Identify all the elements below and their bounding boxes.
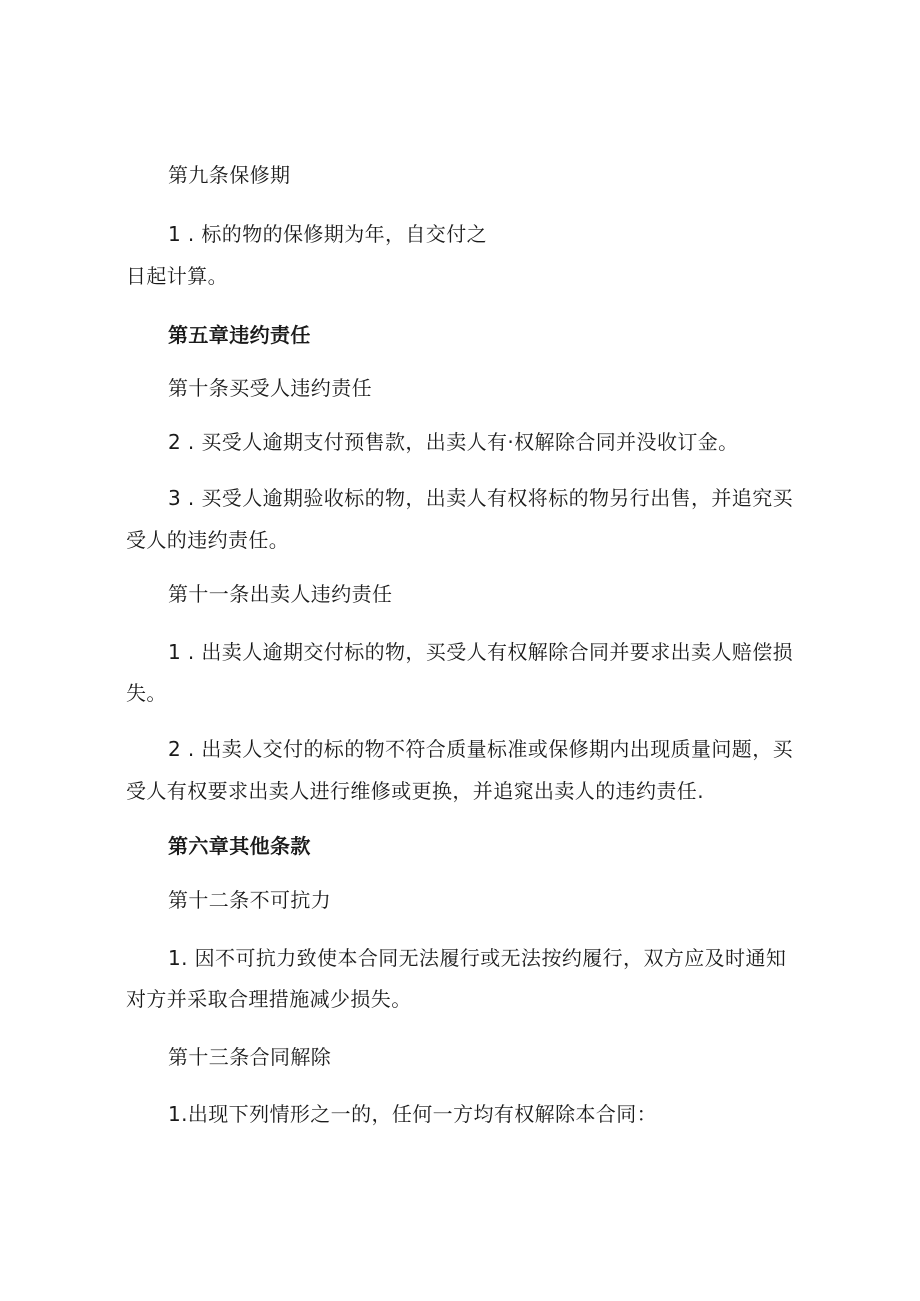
article-13-title: 第十三条合同解除 bbox=[168, 1045, 332, 1069]
article-11-item-1-line-2: 失。 bbox=[126, 681, 167, 705]
article-12-item-1-line-2: 对方并采取合理措施减少损失。 bbox=[126, 987, 412, 1011]
article-13-item-1: 1.出现下列情形之一的，任何一方均有权解除本合同： bbox=[168, 1102, 658, 1126]
article-10-title: 第十条买受人违约责任 bbox=[168, 376, 372, 400]
chapter-5-heading: 第五章违约责任 bbox=[168, 323, 311, 347]
chapter-6-heading: 第六章其他条款 bbox=[168, 834, 311, 858]
article-9-item-1-line-1: 1 . 标的物的保修期为年，自交付之 bbox=[168, 222, 487, 246]
article-9-title: 第九条保修期 bbox=[168, 163, 291, 187]
article-11-title: 第十一条出卖人违约责任 bbox=[168, 582, 393, 606]
article-12-title: 第十二条不可抗力 bbox=[168, 888, 332, 912]
article-11-item-2-line-2: 受人有权要求出卖人进行维修或更换，并追窕出卖人的违约责任. bbox=[126, 779, 704, 803]
article-10-item-3-line-2: 受人的违约责任。 bbox=[126, 528, 290, 552]
article-10-item-3-line-1: 3 . 买受人逾期验收标的物，出卖人有权将标的物另行出售，并追究买 bbox=[168, 486, 793, 510]
article-11-item-1-line-1: 1 . 出卖人逾期交付标的物，买受人有权解除合同并要求出卖人赔偿损 bbox=[168, 640, 793, 664]
article-10-item-2: 2 . 买受人逾期支付预售款，出卖人有·权解除合同并没收订金。 bbox=[168, 430, 739, 454]
article-11-item-2-line-1: 2 . 出卖人交付的标的物不符合质量标准或保修期内出现质量问题，买 bbox=[168, 737, 793, 761]
article-12-item-1-line-1: 1. 因不可抗力致使本合同无法履行或无法按约履行，双方应及时通知 bbox=[168, 946, 787, 970]
article-9-item-1-line-2: 日起计算。 bbox=[126, 264, 228, 288]
